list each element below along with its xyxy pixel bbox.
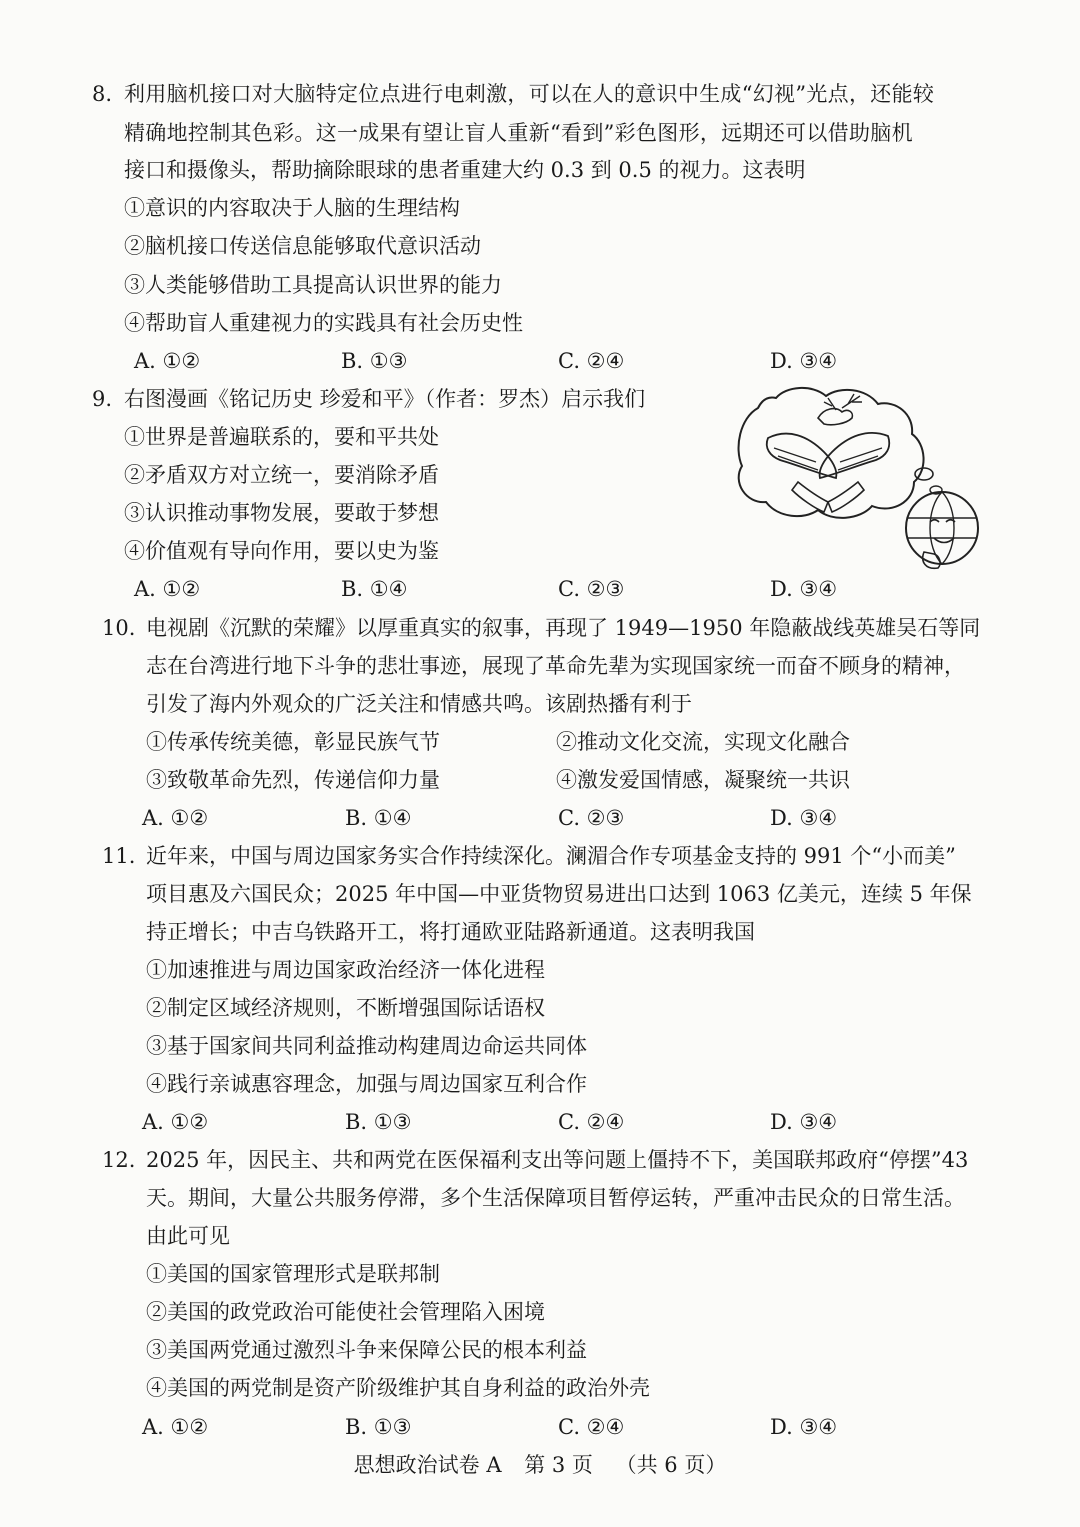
option-c[interactable]: C. ②④ xyxy=(558,1415,625,1439)
statement-item: ①意识的内容取决于人脑的生理结构 xyxy=(124,196,460,220)
question-stem-line: 接口和摄像头，帮助摘除眼球的患者重建大约 0.3 到 0.5 的视力。这表明 xyxy=(124,158,806,182)
statement-item: ②矛盾双方对立统一，要消除矛盾 xyxy=(124,463,439,487)
option-b[interactable]: B. ①③ xyxy=(341,349,408,373)
question-stem-line: 项目惠及六国民众；2025 年中国—中亚货物贸易进出口达到 1063 亿美元，连续 5 年保 xyxy=(146,882,972,906)
page-footer xyxy=(0,1450,1080,1480)
option-d[interactable]: D. ③④ xyxy=(770,806,838,830)
option-c[interactable]: C. ②④ xyxy=(558,1110,625,1134)
option-a[interactable]: A. ①② xyxy=(142,1415,209,1439)
statement-item: ③基于国家间共同利益推动构建周边命运共同体 xyxy=(146,1034,587,1058)
statement-item: ④帮助盲人重建视力的实践具有社会历史性 xyxy=(124,311,523,335)
statement-item: ②美国的政党政治可能使社会管理陷入困境 xyxy=(146,1300,545,1324)
question-stem-line: 右图漫画《铭记历史 珍爱和平》（作者：罗杰）启示我们 xyxy=(124,387,646,411)
option-d[interactable]: D. ③④ xyxy=(770,577,838,601)
question-stem-line: 近年来，中国与周边国家务实合作持续深化。澜湄合作专项基金支持的 991 个“小而美” xyxy=(146,844,956,868)
question-stem-line: 由此可见 xyxy=(146,1224,230,1248)
statement-item: ③美国两党通过激烈斗争来保障公民的根本利益 xyxy=(146,1338,587,1362)
option-a[interactable]: A. ①② xyxy=(134,349,201,373)
option-a[interactable]: A. ①② xyxy=(142,1110,209,1134)
option-c[interactable]: C. ②④ xyxy=(558,349,625,373)
question-number: 12. xyxy=(102,1148,136,1172)
page-number: 第 3 页 xyxy=(524,1453,593,1477)
question-number: 9. xyxy=(92,387,113,411)
option-c[interactable]: C. ②③ xyxy=(558,577,625,601)
option-a[interactable]: A. ①② xyxy=(134,577,201,601)
option-b[interactable]: B. ①④ xyxy=(341,577,408,601)
statement-item: ③认识推动事物发展，要敢于梦想 xyxy=(124,501,439,525)
statement-item: ①传承传统美德，彰显民族气节 xyxy=(146,730,440,754)
statement-item: ①加速推进与周边国家政治经济一体化进程 xyxy=(146,958,545,982)
statement-item: ③致敬革命先烈，传递信仰力量 xyxy=(146,768,440,792)
question-stem-line: 电视剧《沉默的荣耀》以厚重真实的叙事，再现了 1949—1950 年隐蔽战线英雄吴石等同 xyxy=(146,616,981,640)
question-stem-line: 天。期间，大量公共服务停滞，多个生活保障项目暂停运转，严重冲击民众的日常生活。 xyxy=(146,1186,965,1210)
statement-item: ④激发爱国情感，凝聚统一共识 xyxy=(556,768,850,792)
option-b[interactable]: B. ①③ xyxy=(345,1110,412,1134)
question-number: 11. xyxy=(102,844,136,868)
question-number: 8. xyxy=(92,82,113,106)
question-stem-line: 精确地控制其色彩。这一成果有望让盲人重新“看到”彩色图形，远期还可以借助脑机 xyxy=(124,121,913,145)
statement-item: ②推动文化交流，实现文化融合 xyxy=(556,730,850,754)
question-number: 10. xyxy=(102,616,136,640)
paper-title: 思想政治试卷 A xyxy=(353,1453,502,1477)
statement-item: ①世界是普遍联系的，要和平共处 xyxy=(124,425,439,449)
cartoon-hands-dove-globe-icon xyxy=(728,378,990,574)
question-stem-line: 利用脑机接口对大脑特定位点进行电刺激，可以在人的意识中生成“幻视”光点，还能较 xyxy=(124,82,935,106)
option-b[interactable]: B. ①③ xyxy=(345,1415,412,1439)
option-b[interactable]: B. ①④ xyxy=(345,806,412,830)
option-d[interactable]: D. ③④ xyxy=(770,1110,838,1134)
statement-item: ④践行亲诚惠容理念，加强与周边国家互利合作 xyxy=(146,1072,587,1096)
statement-item: ②脑机接口传送信息能够取代意识活动 xyxy=(124,234,481,258)
question-stem-line: 持正增长；中吉乌铁路开工，将打通欧亚陆路新通道。这表明我国 xyxy=(146,920,755,944)
option-c[interactable]: C. ②③ xyxy=(558,806,625,830)
option-d[interactable]: D. ③④ xyxy=(770,349,838,373)
page-total: （共 6 页） xyxy=(615,1453,727,1477)
statement-item: ④价值观有导向作用，要以史为鉴 xyxy=(124,539,439,563)
option-d[interactable]: D. ③④ xyxy=(770,1415,838,1439)
question-stem-line: 2025 年，因民主、共和两党在医保福利支出等问题上僵持不下，美国联邦政府“停摆”43 xyxy=(146,1148,969,1172)
statement-item: ②制定区域经济规则，不断增强国际话语权 xyxy=(146,996,545,1020)
statement-item: ③人类能够借助工具提高认识世界的能力 xyxy=(124,273,502,297)
statement-item: ①美国的国家管理形式是联邦制 xyxy=(146,1262,440,1286)
question-stem-line: 引发了海内外观众的广泛关注和情感共鸣。该剧热播有利于 xyxy=(146,692,692,716)
option-a[interactable]: A. ①② xyxy=(142,806,209,830)
question-stem-line: 志在台湾进行地下斗争的悲壮事迹，展现了革命先辈为实现国家统一而奋不顾身的精神， xyxy=(146,654,965,678)
statement-item: ④美国的两党制是资产阶级维护其自身利益的政治外壳 xyxy=(146,1376,650,1400)
